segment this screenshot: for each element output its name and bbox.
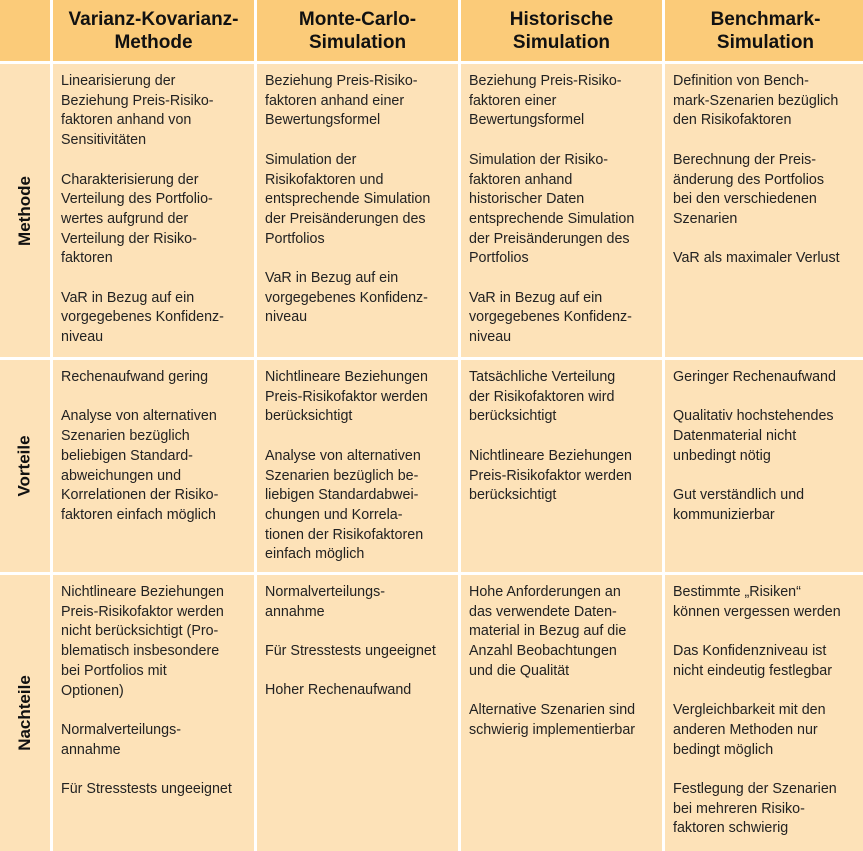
cell-paragraph: Analyse von alternativen Szenarien bezüglich beliebigen Standard- abweichungen und Korrelationen der Risiko- faktoren einfach möglich bbox=[61, 408, 219, 523]
cell-paragraph: Nichtlineare Beziehungen Preis-Risikofaktor werden nicht berücksichtigt (Pro- blematisch insbesondere bei Portfolios mit Optionen) bbox=[61, 584, 224, 699]
cell-paragraph: Vergleichbarkeit mit den anderen Methoden nur bedingt möglich bbox=[673, 702, 826, 758]
cell-paragraph: Beziehung Preis-Risiko- faktoren einer Bewertungsformel bbox=[469, 73, 622, 129]
cell-paragraph: Hoher Rechenaufwand bbox=[265, 682, 412, 699]
cell-paragraph: Qualitativ hochstehendes Datenmaterial nicht unbedingt nötig bbox=[673, 408, 834, 464]
cell-paragraph: Simulation der Risikofaktoren und entsprechende Simulation der Preisänderungen des Portfolios bbox=[265, 151, 431, 247]
cell-vorteile-historische bbox=[461, 360, 662, 572]
cell-paragraph: Gut verständlich und kommunizierbar bbox=[673, 487, 805, 523]
cell-paragraph: VaR in Bezug auf ein vorgegebenes Konfidenz- niveau bbox=[265, 270, 428, 326]
cell-paragraph: VaR in Bezug auf ein vorgegebenes Konfidenz- niveau bbox=[469, 289, 632, 346]
row-label-methode bbox=[0, 64, 50, 357]
header-corner-cell bbox=[0, 0, 50, 61]
row-label-text: Nachteile bbox=[15, 675, 34, 751]
row-label-text: Methode bbox=[15, 175, 35, 246]
cell-nachteile-historische bbox=[461, 575, 662, 851]
cell-paragraph: VaR als maximaler Verlust bbox=[673, 250, 840, 267]
column-header-benchmark: Benchmark- Simulation bbox=[665, 0, 863, 61]
cell-paragraph: Alternative Szenarien sind schwierig implementierbar bbox=[469, 702, 636, 738]
column-header-varianz-kovarianz: Varianz-Kovarianz- Methode bbox=[53, 0, 254, 61]
cell-paragraph: Nichtlineare Beziehungen Preis-Risikofaktor werden berücksichtigt bbox=[265, 369, 428, 425]
cell-vorteile-benchmark bbox=[665, 360, 863, 572]
cell-vorteile-monte-carlo bbox=[257, 360, 458, 572]
cell-methode-benchmark bbox=[665, 64, 863, 357]
cell-methode-historische bbox=[461, 64, 662, 357]
cell-paragraph: Analyse von alternativen Szenarien bezüglich be- liebigen Standardabwei- chungen und Korrela- tionen der Risikofaktoren einfach möglich bbox=[265, 447, 424, 563]
cell-paragraph: Definition von Bench- mark-Szenarien bezüglich den Risikofaktoren bbox=[673, 73, 839, 129]
cell-paragraph: Nichtlineare Beziehungen Preis-Risikofaktor werden berücksichtigt bbox=[469, 447, 632, 504]
cell-methode-monte-carlo bbox=[257, 64, 458, 357]
row-label-text: Vorteile bbox=[15, 435, 34, 497]
cell-paragraph: Für Stresstests ungeeignet bbox=[265, 643, 436, 660]
cell-paragraph: Berechnung der Preis- änderung des Portfolios bei den verschiedenen Szenarien bbox=[673, 151, 825, 227]
column-header-monte-carlo: Monte-Carlo- Simulation bbox=[257, 0, 458, 61]
cell-nachteile-monte-carlo bbox=[257, 575, 458, 851]
cell-vorteile-varianz-kovarianz bbox=[53, 360, 254, 572]
cell-nachteile-benchmark bbox=[665, 575, 863, 851]
cell-paragraph: Hohe Anforderungen an das verwendete Daten- material in Bezug auf die Anzahl Beobachtungen und die Qualität bbox=[469, 584, 627, 679]
cell-paragraph: Normalverteilungs- annahme bbox=[61, 721, 181, 758]
row-label-vorteile bbox=[0, 360, 50, 572]
cell-paragraph: Normalverteilungs- annahme bbox=[265, 584, 385, 620]
cell-paragraph: Tatsächliche Verteilung der Risikofaktoren wird berücksichtigt bbox=[469, 369, 616, 425]
row-label-nachteile bbox=[0, 575, 50, 851]
cell-methode-varianz-kovarianz bbox=[53, 64, 254, 357]
cell-paragraph: Rechenaufwand gering bbox=[61, 369, 209, 385]
cell-paragraph: Für Stresstests ungeeignet bbox=[61, 781, 232, 797]
column-header-historische: Historische Simulation bbox=[461, 0, 662, 61]
cell-paragraph: Bestimmte „Risiken“ können vergessen werden bbox=[673, 584, 841, 620]
cell-paragraph: Das Konfidenzniveau ist nicht eindeutig festlegbar bbox=[673, 643, 832, 679]
cell-paragraph: Festlegung der Szenarien bei mehreren Risiko- faktoren schwierig bbox=[673, 780, 837, 837]
cell-paragraph: Simulation der Risiko- faktoren anhand historischer Daten entsprechende Simulation der Preisänderungen des Portfolios bbox=[469, 151, 635, 267]
cell-paragraph: Linearisierung der Beziehung Preis-Risiko- faktoren anhand von Sensitivitäten bbox=[61, 73, 214, 149]
cell-paragraph: Geringer Rechenaufwand bbox=[673, 369, 836, 385]
cell-paragraph: VaR in Bezug auf ein vorgegebenes Konfidenz- niveau bbox=[61, 289, 224, 346]
cell-paragraph: Beziehung Preis-Risiko- faktoren anhand einer Bewertungsformel bbox=[265, 73, 418, 129]
cell-paragraph: Charakterisierung der Verteilung des Portfolio- wertes aufgrund der Verteilung der Risiko- faktoren bbox=[61, 171, 213, 267]
cell-nachteile-varianz-kovarianz bbox=[53, 575, 254, 851]
